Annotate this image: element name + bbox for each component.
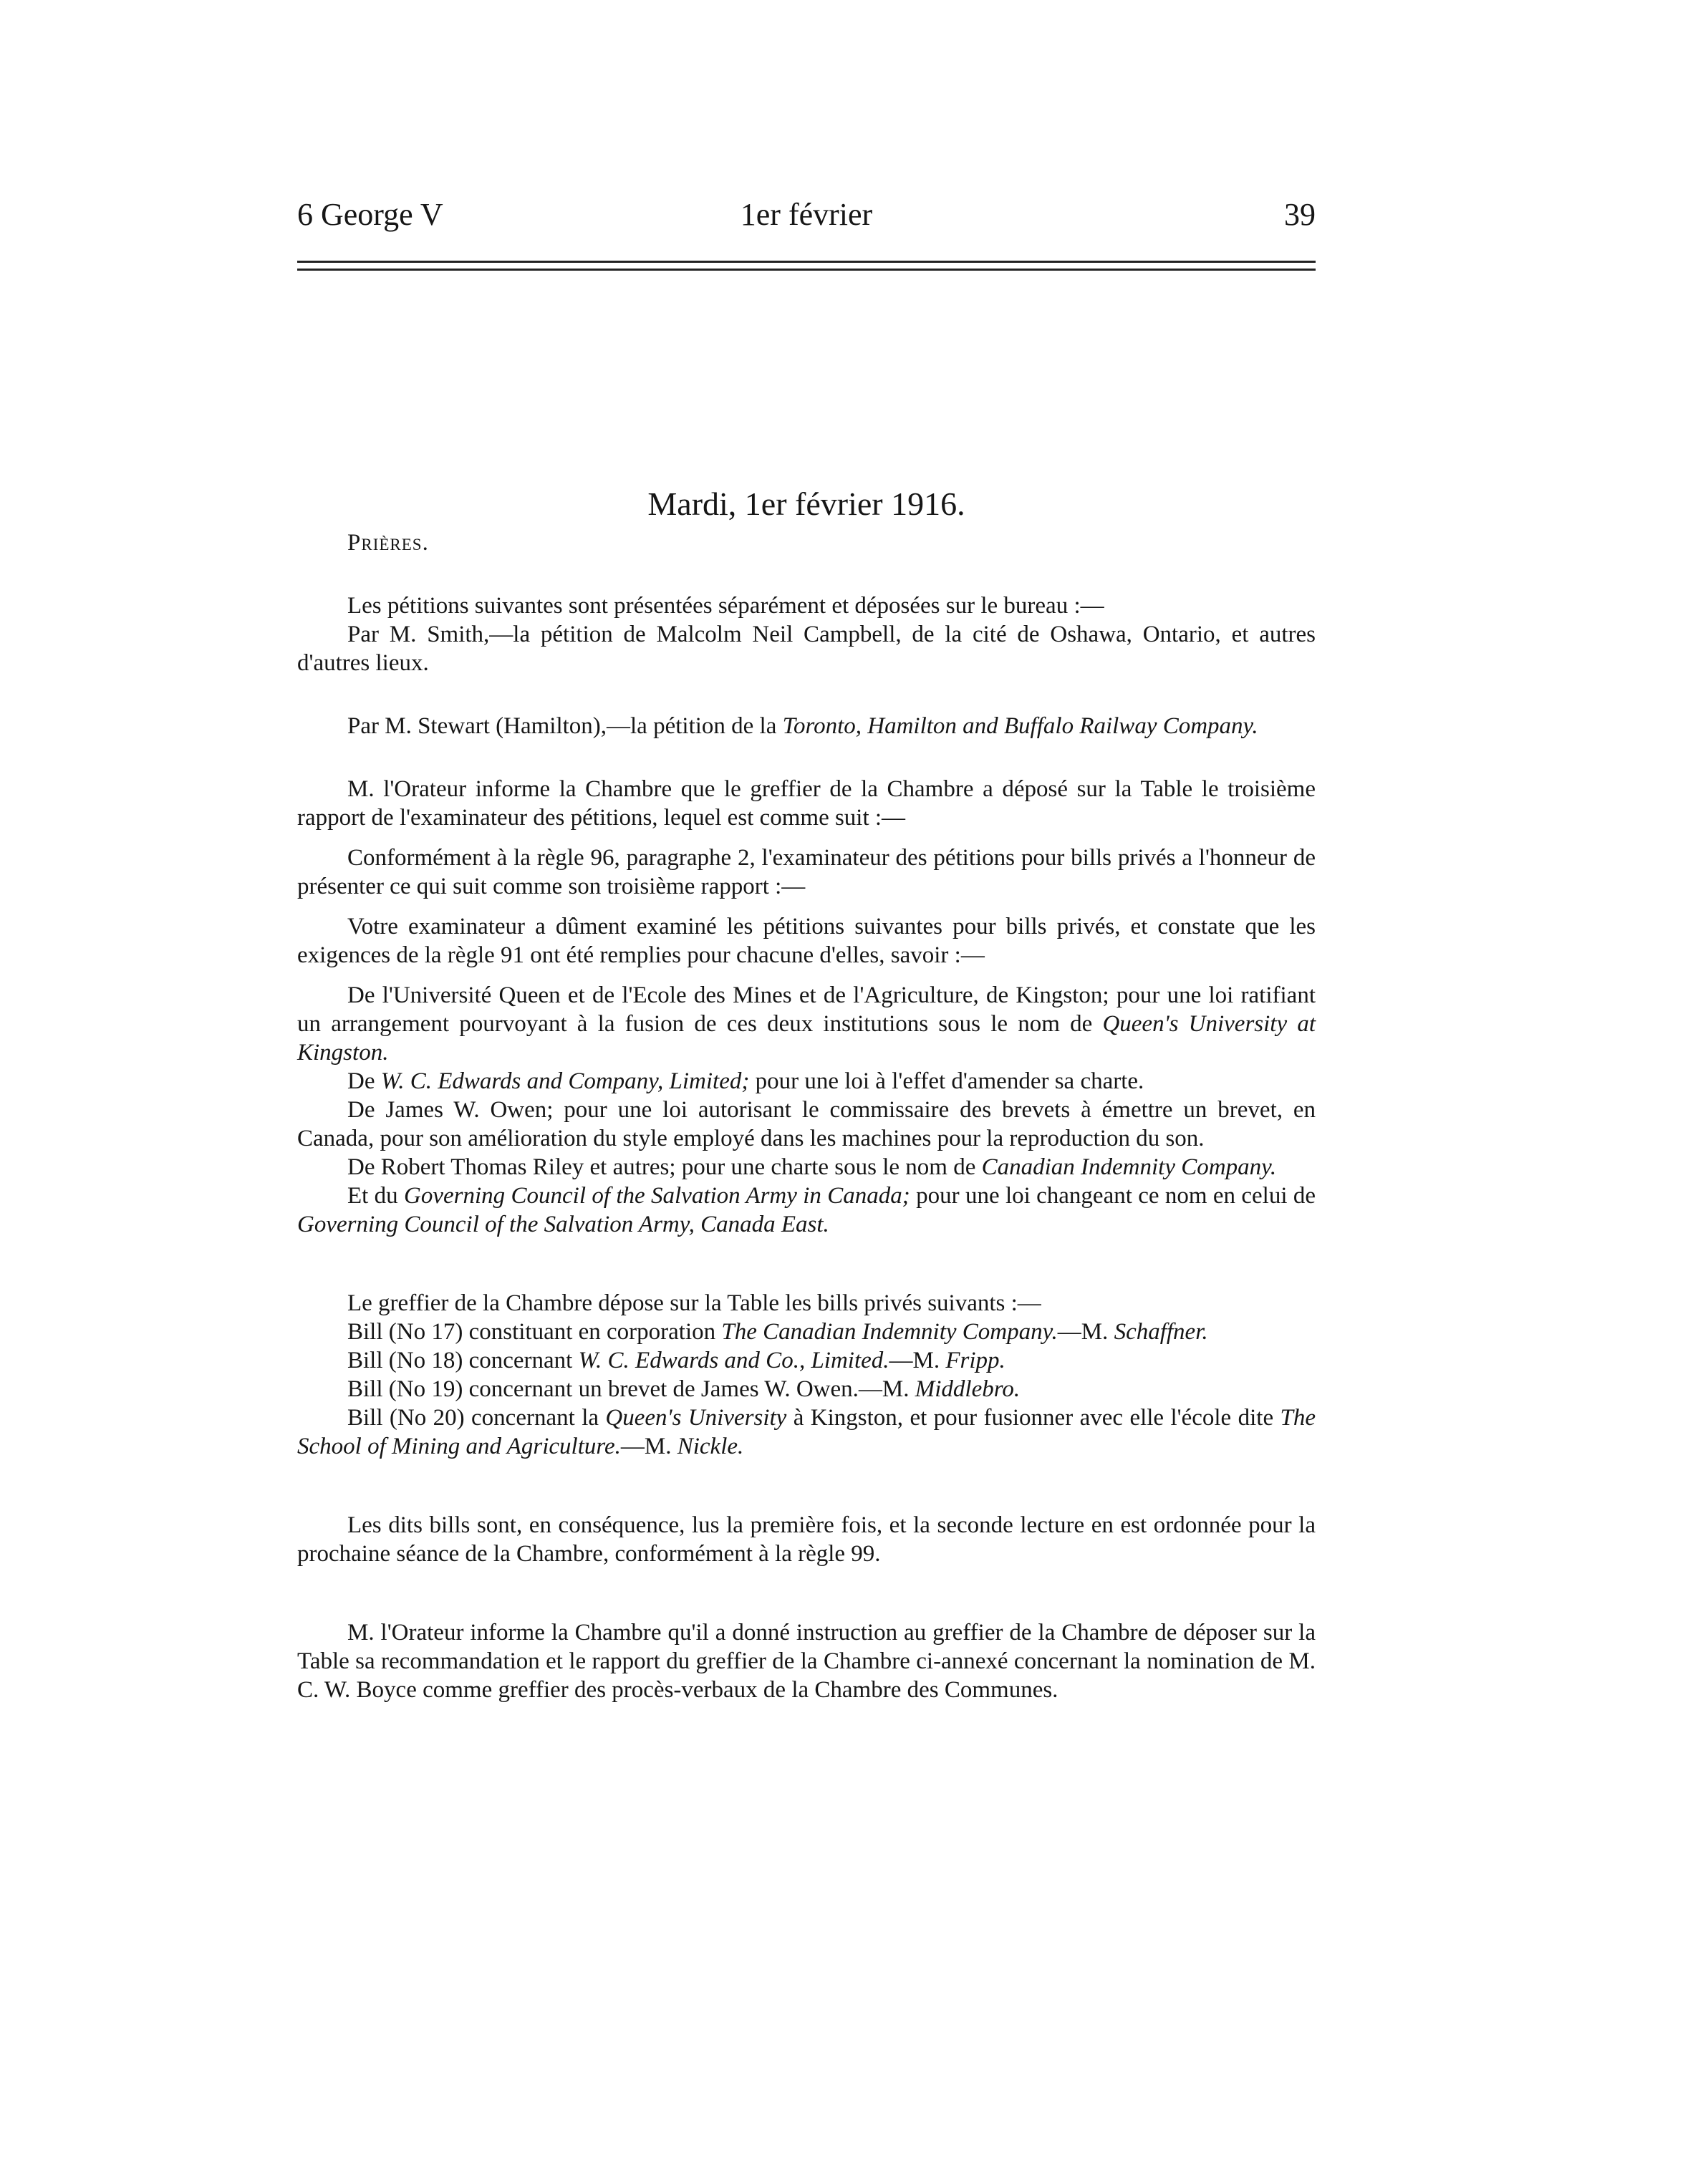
date-heading: Mardi, 1er février 1916. xyxy=(647,485,965,522)
header-double-rule xyxy=(297,261,1316,271)
petition-smith: Par M. Smith,—la pétition de Malcolm Neil Campbell, de la cité de Oshawa, Ontario, et autres d'autres lieux. xyxy=(297,622,1316,676)
header-regnal-year: 6 George V xyxy=(297,197,443,232)
bills-intro: Le greffier de la Chambre dépose sur la Table les bills privés suivants :— xyxy=(347,1290,1041,1316)
petition-stewart: Par M. Stewart (Hamilton),—la pétition de la Toronto, Hamilton and Buffalo Railway Company. xyxy=(347,713,1258,739)
bill-19: Bill (No 19) concernant un brevet de James W. Owen.—M. Middlebro. xyxy=(347,1376,1021,1402)
report-votre: Votre examinateur a dûment examiné les pétitions suivantes pour bills privés, et constate que les exigences de la règle 91 ont été remplies pour chacune d'elles, savoir :— xyxy=(297,914,1316,968)
header-date: 1er février xyxy=(740,197,873,232)
bill-18: Bill (No 18) concernant W. C. Edwards and Co., Limited.—M. Fripp. xyxy=(347,1348,1005,1373)
bill-20: Bill (No 20) concernant la Queen's University à Kingston, et pour fusionner avec elle l'école dite The School of Mining and Agriculture.—M. Nickle. xyxy=(297,1405,1316,1459)
prayers-heading: Prières. xyxy=(347,530,429,556)
report-riley: De Robert Thomas Riley et autres; pour une charte sous le nom de Canadian Indemnity Company. xyxy=(347,1154,1277,1180)
journal-body xyxy=(297,528,1316,1704)
report-conformement: Conformément à la règle 96, paragraphe 2, l'examinateur des pétitions pour bills privés a l'honneur de présenter ce qui suit comme son troisième rapport :— xyxy=(297,845,1316,899)
report-owen: De James W. Owen; pour une loi autorisant le commissaire des brevets à émettre un brevet, en Canada, pour son amélioration du style employé dans les machines pour la reproduction du son. xyxy=(297,1097,1316,1151)
page-number: 39 xyxy=(1284,197,1316,232)
report-edwards: De W. C. Edwards and Company, Limited; pour une loi à l'effet d'amender sa charte. xyxy=(347,1068,1144,1094)
running-head xyxy=(297,192,1316,238)
bill-17: Bill (No 17) constituant en corporation The Canadian Indemnity Company.—M. Schaffner. xyxy=(347,1319,1208,1345)
report-intro: M. l'Orateur informe la Chambre que le greffier de la Chambre a déposé sur la Table le troisième rapport de l'examinateur des pétitions, lequel est comme suit :— xyxy=(297,776,1316,831)
petitions-intro: Les pétitions suivantes sont présentées séparément et déposées sur le bureau :— xyxy=(347,593,1104,619)
boyce-nomination: M. l'Orateur informe la Chambre qu'il a donné instruction au greffier de la Chambre de déposer sur la Table sa recommandation et le rapport du greffier de la Chambre ci-annexé concernant la nomination de M. C. W. Boyce comme greffier des procès-verbaux de la Chambre des Communes. xyxy=(297,1620,1316,1703)
report-salvation: Et du Governing Council of the Salvation Army in Canada; pour une loi changeant ce nom en celui de Governing Council of the Salvation Army, Canada East. xyxy=(297,1183,1316,1237)
first-reading: Les dits bills sont, en conséquence, lus la première fois, et la seconde lecture en est ordonnée pour la prochaine séance de la Chambre, conformément à la règle 99. xyxy=(297,1512,1316,1567)
report-queen: De l'Université Queen et de l'Ecole des Mines et de l'Agriculture, de Kingston; pour une loi ratifiant un arrangement pourvoyant à la fusion de ces deux institutions sous le nom de Queen's University at Kingston. xyxy=(297,982,1316,1066)
